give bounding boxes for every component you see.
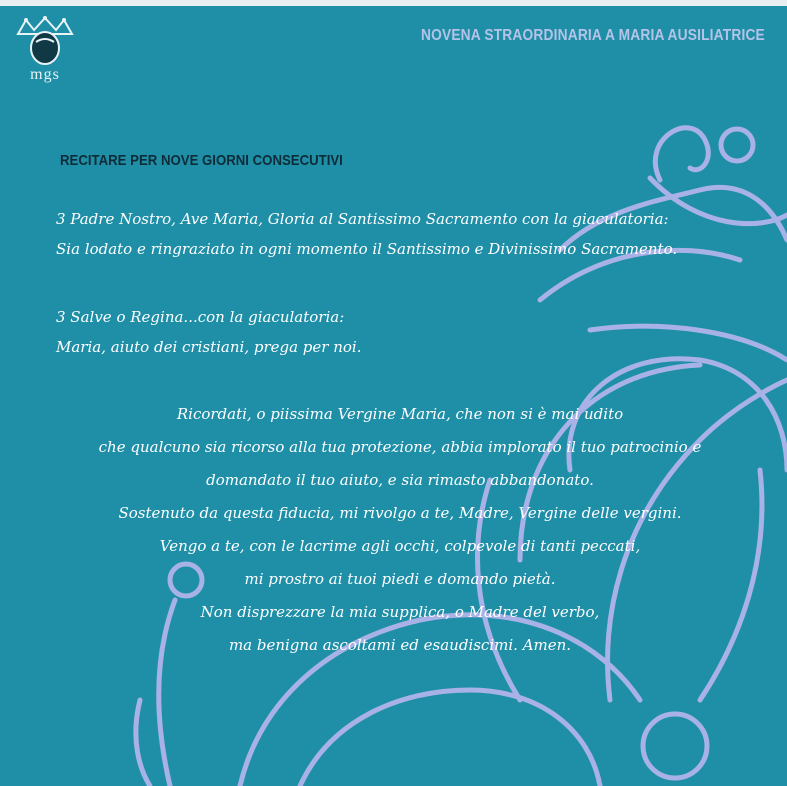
prayer-line: Vengo a te, con le lacrime agli occhi, colpevole di tanti peccati, [159,537,641,555]
prayer-line: che qualcuno sia ricorso alla tua protezione, abbia implorato il tuo patrocinio e [98,438,702,456]
section-heading: RECITARE PER NOVE GIORNI CONSECUTIVI [60,152,343,169]
text-line: Maria, aiuto dei cristiani, prega per noi. [56,338,362,356]
prayer-line: Sostenuto da questa fiducia, mi rivolgo a te, Madre, Vergine delle vergini. [118,504,682,522]
prayer-text [30,398,770,662]
text-line: 3 Salve o Regina...con la giaculatoria: [56,308,345,326]
header-title: NOVENA STRAORDINARIA A MARIA AUSILIATRICE [421,27,765,44]
paragraph-giaculatoria-2 [56,302,756,362]
prayer-line: Non disprezzare la mia supplica, o Madre del verbo, [200,603,600,621]
prayer-line: mi prostro ai tuoi piedi e domando pietà. [244,570,556,588]
text-line: 3 Padre Nostro, Ave Maria, Gloria al Santissimo Sacramento con la giaculatoria: [56,210,669,228]
paragraph-giaculatoria-1 [56,204,786,264]
text-line: Sia lodato e ringraziato in ogni momento il Santissimo e Divinissimo Sacramento. [56,240,678,258]
prayer-line: domandato il tuo aiuto, e sia rimasto abbandonato. [206,471,594,489]
mgs-logo [12,16,78,98]
crown-portrait-icon [12,16,78,66]
logo-text: mgs [30,66,60,83]
prayer-line: Ricordati, o piissima Vergine Maria, che non si è mai udito [176,405,624,423]
prayer-line: ma benigna ascoltami ed esaudiscimi. Amen. [228,636,572,654]
